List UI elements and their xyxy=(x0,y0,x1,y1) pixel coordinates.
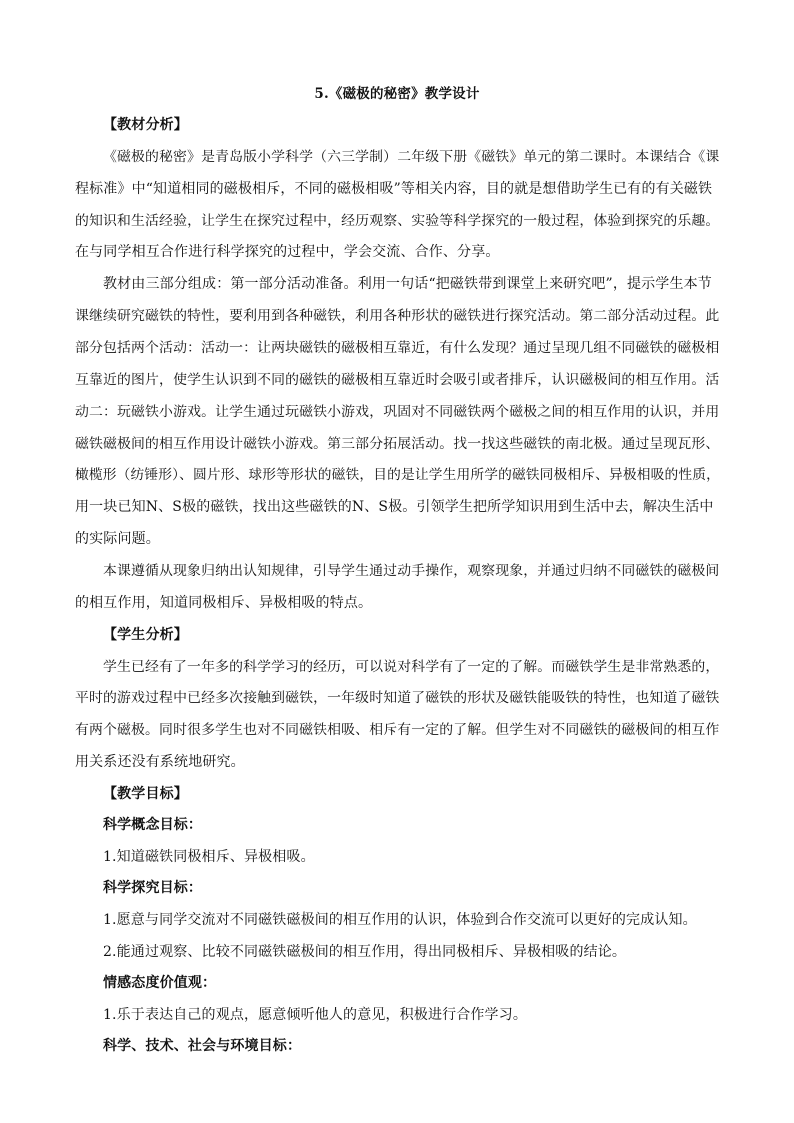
paragraph-line: 磁铁磁极间的相互作用设计磁铁小游戏。第三部分拓展活动。找一找这些磁铁的南北极。通过呈现瓦形、 xyxy=(75,436,720,452)
paragraph-line: 平时的游戏过程中已经多次接触到磁铁，一年级时知道了磁铁的形状及磁铁能吸铁的特性，也知道了磁铁 xyxy=(75,690,720,706)
paragraph-line: 动二：玩磁铁小游戏。让学生通过玩磁铁小游戏，巩固对不同磁铁两个磁极之间的相互作用的认识，并用 xyxy=(75,404,720,420)
paragraph-line: 的知识和生活经验，让学生在探究过程中，经历观察、实验等科学探究的一般过程，体验到探究的乐趣。 xyxy=(75,213,720,229)
paragraph-line: 用关系还没有系统地研究。 xyxy=(75,754,245,770)
section-heading-textbook: 【教材分析】 xyxy=(103,117,188,133)
paragraph-line: 橄榄形（纺锤形）、圆片形、球形等形状的磁铁，目的是让学生用所学的磁铁同极相斥、异极相吸的性质， xyxy=(75,467,720,483)
document-title: 5.《磁极的秘密》教学设计 xyxy=(314,86,480,102)
subheading-stse: 科学、技术、社会与环境目标： xyxy=(103,1038,302,1054)
paragraph-line: 学生已经有了一年多的科学学习的经历，可以说对科学有了一定的了解。而磁铁学生是非常熟悉的， xyxy=(103,659,720,675)
subheading-concept: 科学概念目标： xyxy=(103,817,203,833)
paragraph-line: 教材由三部分组成：第一部分活动准备。利用一句话“把磁铁带到课堂上来研究吧”，提示学生本节 xyxy=(103,276,712,292)
goal-item: 1.知道磁铁同极相斥、异极相吸。 xyxy=(103,849,315,865)
subheading-attitude: 情感态度价值观： xyxy=(103,975,217,991)
section-heading-goals: 【教学目标】 xyxy=(103,786,188,802)
paragraph-line: 《磁极的秘密》是青岛版小学科学（六三学制）二年级下册《磁铁》单元的第二课时。本课结合《课 xyxy=(103,149,720,165)
section-heading-student: 【学生分析】 xyxy=(103,627,188,643)
paragraph-line: 本课遵循从现象归纳出认知规律，引导学生通过动手操作，观察现象，并通过归纳不同磁铁的磁极间 xyxy=(103,563,720,579)
paragraph-line: 在与同学相互合作进行科学探究的过程中，学会交流、合作、分享。 xyxy=(75,244,500,260)
paragraph-line: 部分包括两个活动：活动一：让两块磁铁的磁极相互靠近，有什么发现？通过呈现几组不同磁铁的磁极相 xyxy=(75,340,720,356)
paragraph-line: 的实际问题。 xyxy=(75,531,160,547)
goal-item: 1.乐于表达自己的观点，愿意倾听他人的意见，积极进行合作学习。 xyxy=(103,1007,528,1023)
subheading-inquiry: 科学探究目标： xyxy=(103,880,203,896)
paragraph-line: 有两个磁极。同时很多学生也对不同磁铁相吸、相斥有一定的了解。但学生对不同磁铁的磁极间的相互作 xyxy=(75,722,720,738)
paragraph-line: 用一块已知N、S极的磁铁，找出这些磁铁的N、S极。引领学生把所学知识用到生活中去，解决生活中 xyxy=(75,499,714,515)
goal-item: 1.愿意与同学交流对不同磁铁磁极间的相互作用的认识，体验到合作交流可以更好的完成认知。 xyxy=(103,912,697,928)
paragraph-line: 的相互作用，知道同极相斥、异极相吸的特点。 xyxy=(75,595,373,611)
goal-item: 2.能通过观察、比较不同磁铁磁极间的相互作用，得出同极相斥、异极相吸的结论。 xyxy=(103,944,627,960)
paragraph-line: 程标准》中“知道相同的磁极相斥，不同的磁极相吸”等相关内容，目的就是想借助学生已有的有关磁铁 xyxy=(75,181,713,197)
paragraph-line: 互靠近的图片，使学生认识到不同的磁铁的磁极相互靠近时会吸引或者排斥，认识磁极间的相互作用。活 xyxy=(75,372,720,388)
paragraph-line: 课继续研究磁铁的特性，要利用到各种磁铁，利用各种形状的磁铁进行探究活动。第二部分活动过程。此 xyxy=(75,308,720,324)
